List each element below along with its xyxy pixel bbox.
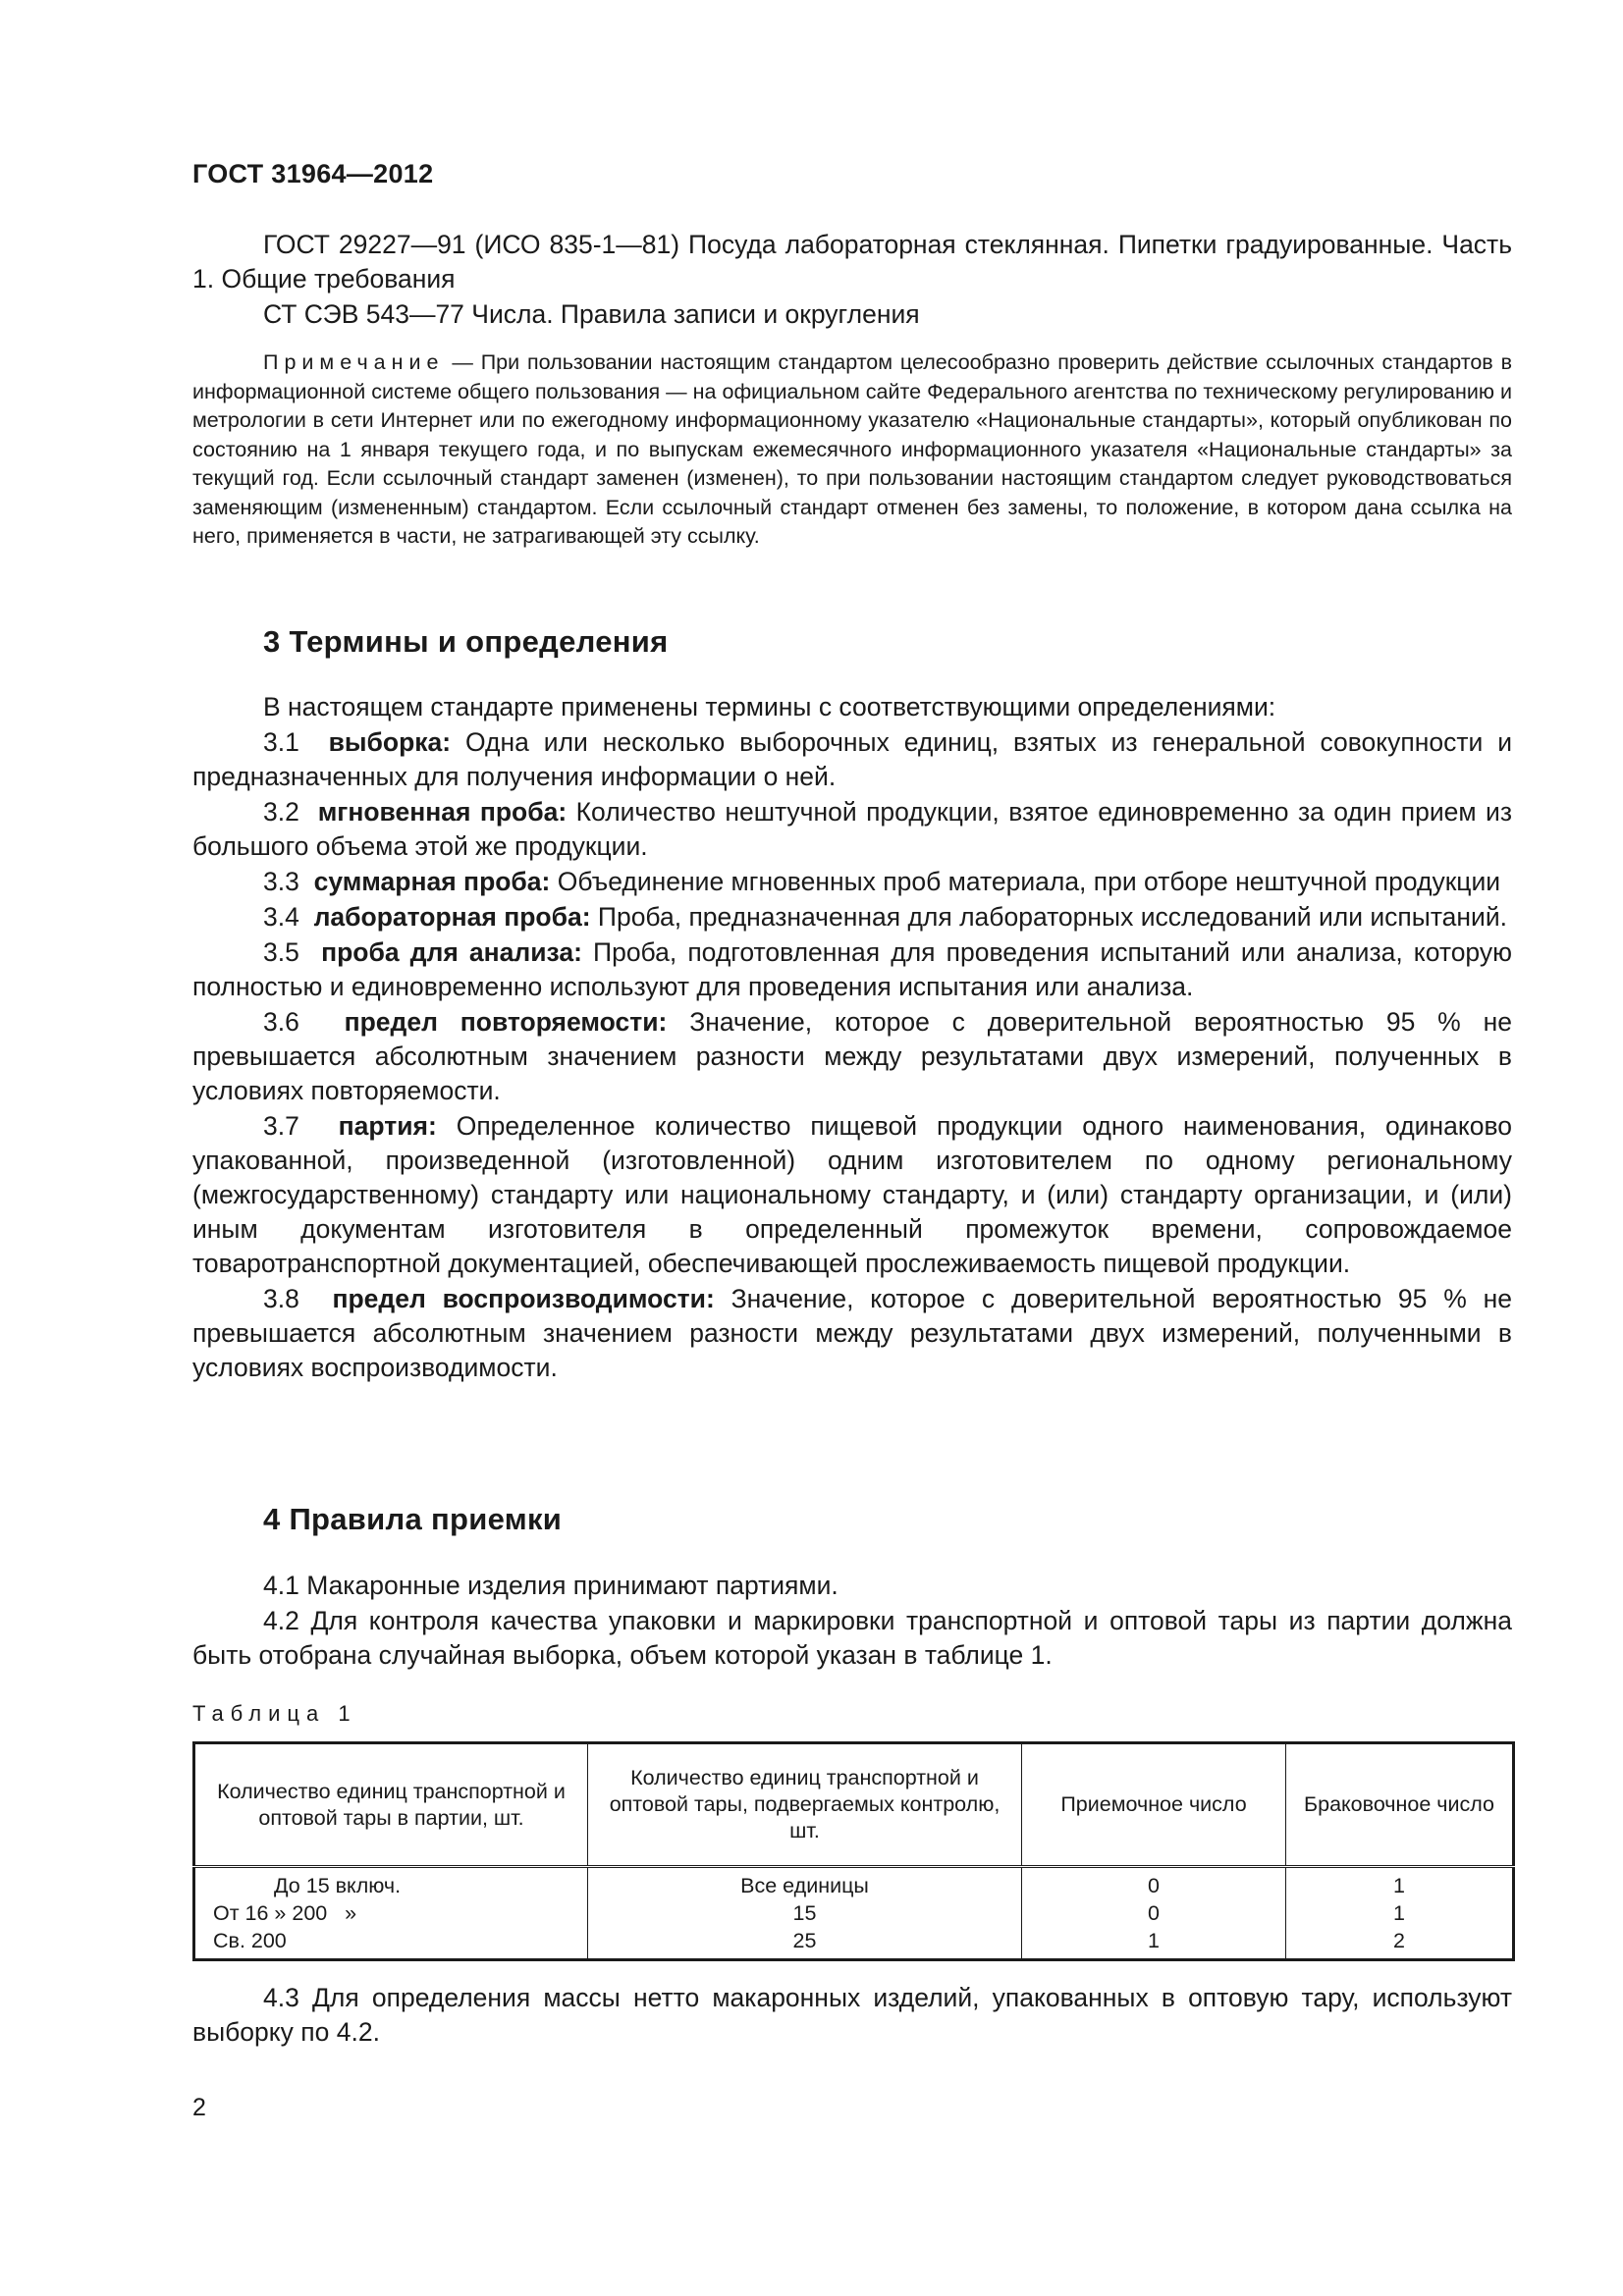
term-name: лабораторная проба: xyxy=(313,902,591,932)
document-header: ГОСТ 31964—2012 xyxy=(192,159,434,188)
section-4-body xyxy=(192,1569,1512,1674)
column-header: Браковочное число xyxy=(1286,1743,1514,1867)
cell-value: 1 xyxy=(1393,1874,1405,1897)
column-header: Приемочное число xyxy=(1022,1743,1286,1867)
term-number: 3.5 xyxy=(263,937,299,967)
term-number: 3.8 xyxy=(263,1284,299,1313)
paragraph-4-1: 4.1 Макаронные изделия принимают партиями. xyxy=(263,1571,839,1600)
term-text: Проба, предназначенная для лабораторных исследований или испытаний. xyxy=(597,902,1508,932)
table-header-row xyxy=(194,1743,1514,1867)
cell-value: 25 xyxy=(792,1929,817,1952)
table-caption: Таблица 1 xyxy=(192,1701,357,1726)
term-number: 3.1 xyxy=(263,727,299,757)
term-name: мгновенная проба: xyxy=(317,797,568,827)
term-definition xyxy=(192,900,1512,934)
cell-value: От 16 » 200 » xyxy=(213,1901,357,1925)
term-definition xyxy=(192,1109,1512,1281)
cell-value: 0 xyxy=(1148,1874,1160,1897)
term-name: выборка: xyxy=(328,727,452,757)
term-text: Определенное количество пищевой продукции одного наименования, одинаково упакованной, произведенной (изготовленной) одним изготовителем по одному региональному (межгосударственному) стандарту или национальному стандарту, и (или) стандарту организации, и (или) иным документам изготовителя в определенный промежуток времени, сопровождаемое товаротранспортной документацией, обеспечивающей прослеживаемость пищевой продукции. xyxy=(192,1111,1512,1278)
term-definition xyxy=(192,1282,1512,1385)
cell-value: До 15 включ. xyxy=(274,1874,402,1897)
term-text: Проба, подготовленная для проведения испытаний или анализа, которую полностью и единовременно используют для проведения испытания или анализа. xyxy=(192,937,1512,1001)
cell-value: 15 xyxy=(792,1901,817,1925)
term-name: проба для анализа: xyxy=(321,937,582,967)
column-header: Количество единиц транспортной и оптовой тары в партии, шт. xyxy=(194,1743,588,1867)
page-number: 2 xyxy=(192,2094,206,2121)
cell-value: 1 xyxy=(1393,1901,1405,1925)
cell-value: Св. 200 xyxy=(213,1929,287,1952)
term-definition xyxy=(192,865,1512,899)
normative-references xyxy=(192,228,1512,333)
note-text: — При пользовании настоящим стандартом целесообразно проверить действие ссылочных стандартов в информационной системе общего пользования — на официальном сайте Федерального агентства по техническому регулированию и метрологии в сети Интернет или по ежегодному информационному указателю «Национальные стандарты», который опубликован по состоянию на 1 января текущего года, и по выпускам ежемесячного информационного указателя «Национальные стандарты» за текущий год. Если ссылочный стандарт заменен (изменен), то при пользовании настоящим стандартом следует руководствоваться заменяющим (измененным) стандартом. Если ссылочный стандарт отменен без замены, то положение, в котором дана ссылка на него, применяется в части, не затрагивающей эту ссылку. xyxy=(192,350,1512,548)
reference-item: СТ СЭВ 543—77 Числа. Правила записи и округления xyxy=(263,299,920,329)
term-text: Объединение мгновенных проб материала, при отборе нештучной продукции xyxy=(557,867,1501,896)
section-3-body xyxy=(192,690,1512,1386)
section-4-continued xyxy=(192,1981,1512,2051)
table-row xyxy=(194,1867,1514,1960)
term-text: Количество нештучной продукции, взятое единовременно за один прием из большого объема этой же продукции. xyxy=(192,797,1512,861)
paragraph-4-2: 4.2 Для контроля качества упаковки и маркировки транспортной и оптовой тары из партии должна быть отобрана случайная выборка, объем которой указан в таблице 1. xyxy=(192,1606,1512,1670)
term-text: Значение, которое с доверительной вероятностью 95 % не превышается абсолютным значением разности между результатами двух измерений, полученных в условиях повторяемости. xyxy=(192,1007,1512,1105)
acceptance-table xyxy=(192,1741,1515,1961)
term-name: предел повторяемости: xyxy=(344,1007,668,1037)
note-label: Примечание xyxy=(263,350,445,374)
term-text: Значение, которое с доверительной вероятностью 95 % не превышается абсолютным значением разности между результатами двух измерений, полученными в условиях воспроизводимости. xyxy=(192,1284,1512,1382)
table-cell xyxy=(194,1867,588,1960)
table-cell xyxy=(588,1867,1022,1960)
table-cell xyxy=(1022,1867,1286,1960)
term-name: предел воспроизводимости: xyxy=(332,1284,715,1313)
term-text: Одна или несколько выборочных единиц, взятых из генеральной совокупности и предназначенных для получения информации о ней. xyxy=(192,727,1512,791)
term-definition xyxy=(192,725,1512,794)
section-3-intro: В настоящем стандарте применены термины с соответствующими определениями: xyxy=(263,692,1276,721)
section-3-title: 3 Термины и определения xyxy=(263,624,669,659)
paragraph-4-3: 4.3 Для определения массы нетто макаронных изделий, упакованных в оптовую тару, используют выборку по 4.2. xyxy=(192,1983,1512,2047)
term-name: партия: xyxy=(338,1111,437,1141)
section-4-title: 4 Правила приемки xyxy=(263,1502,563,1536)
cell-value: 2 xyxy=(1393,1929,1405,1952)
reference-item: ГОСТ 29227—91 (ИСО 835-1—81) Посуда лабораторная стеклянная. Пипетки градуированные. Часть 1. Общие требования xyxy=(192,230,1512,294)
term-definition xyxy=(192,1005,1512,1108)
term-number: 3.3 xyxy=(263,867,299,896)
cell-value: 1 xyxy=(1148,1929,1160,1952)
cell-value: Все единицы xyxy=(740,1874,869,1897)
term-definition xyxy=(192,935,1512,1004)
term-number: 3.4 xyxy=(263,902,299,932)
term-number: 3.2 xyxy=(263,797,299,827)
term-number: 3.6 xyxy=(263,1007,299,1037)
term-name: суммарная проба: xyxy=(313,867,551,896)
term-definition xyxy=(192,795,1512,864)
column-header: Количество единиц транспортной и оптовой тары, подвергаемых контролю, шт. xyxy=(588,1743,1022,1867)
table-cell xyxy=(1286,1867,1514,1960)
cell-value: 0 xyxy=(1148,1901,1160,1925)
note-block xyxy=(192,348,1512,552)
term-number: 3.7 xyxy=(263,1111,299,1141)
